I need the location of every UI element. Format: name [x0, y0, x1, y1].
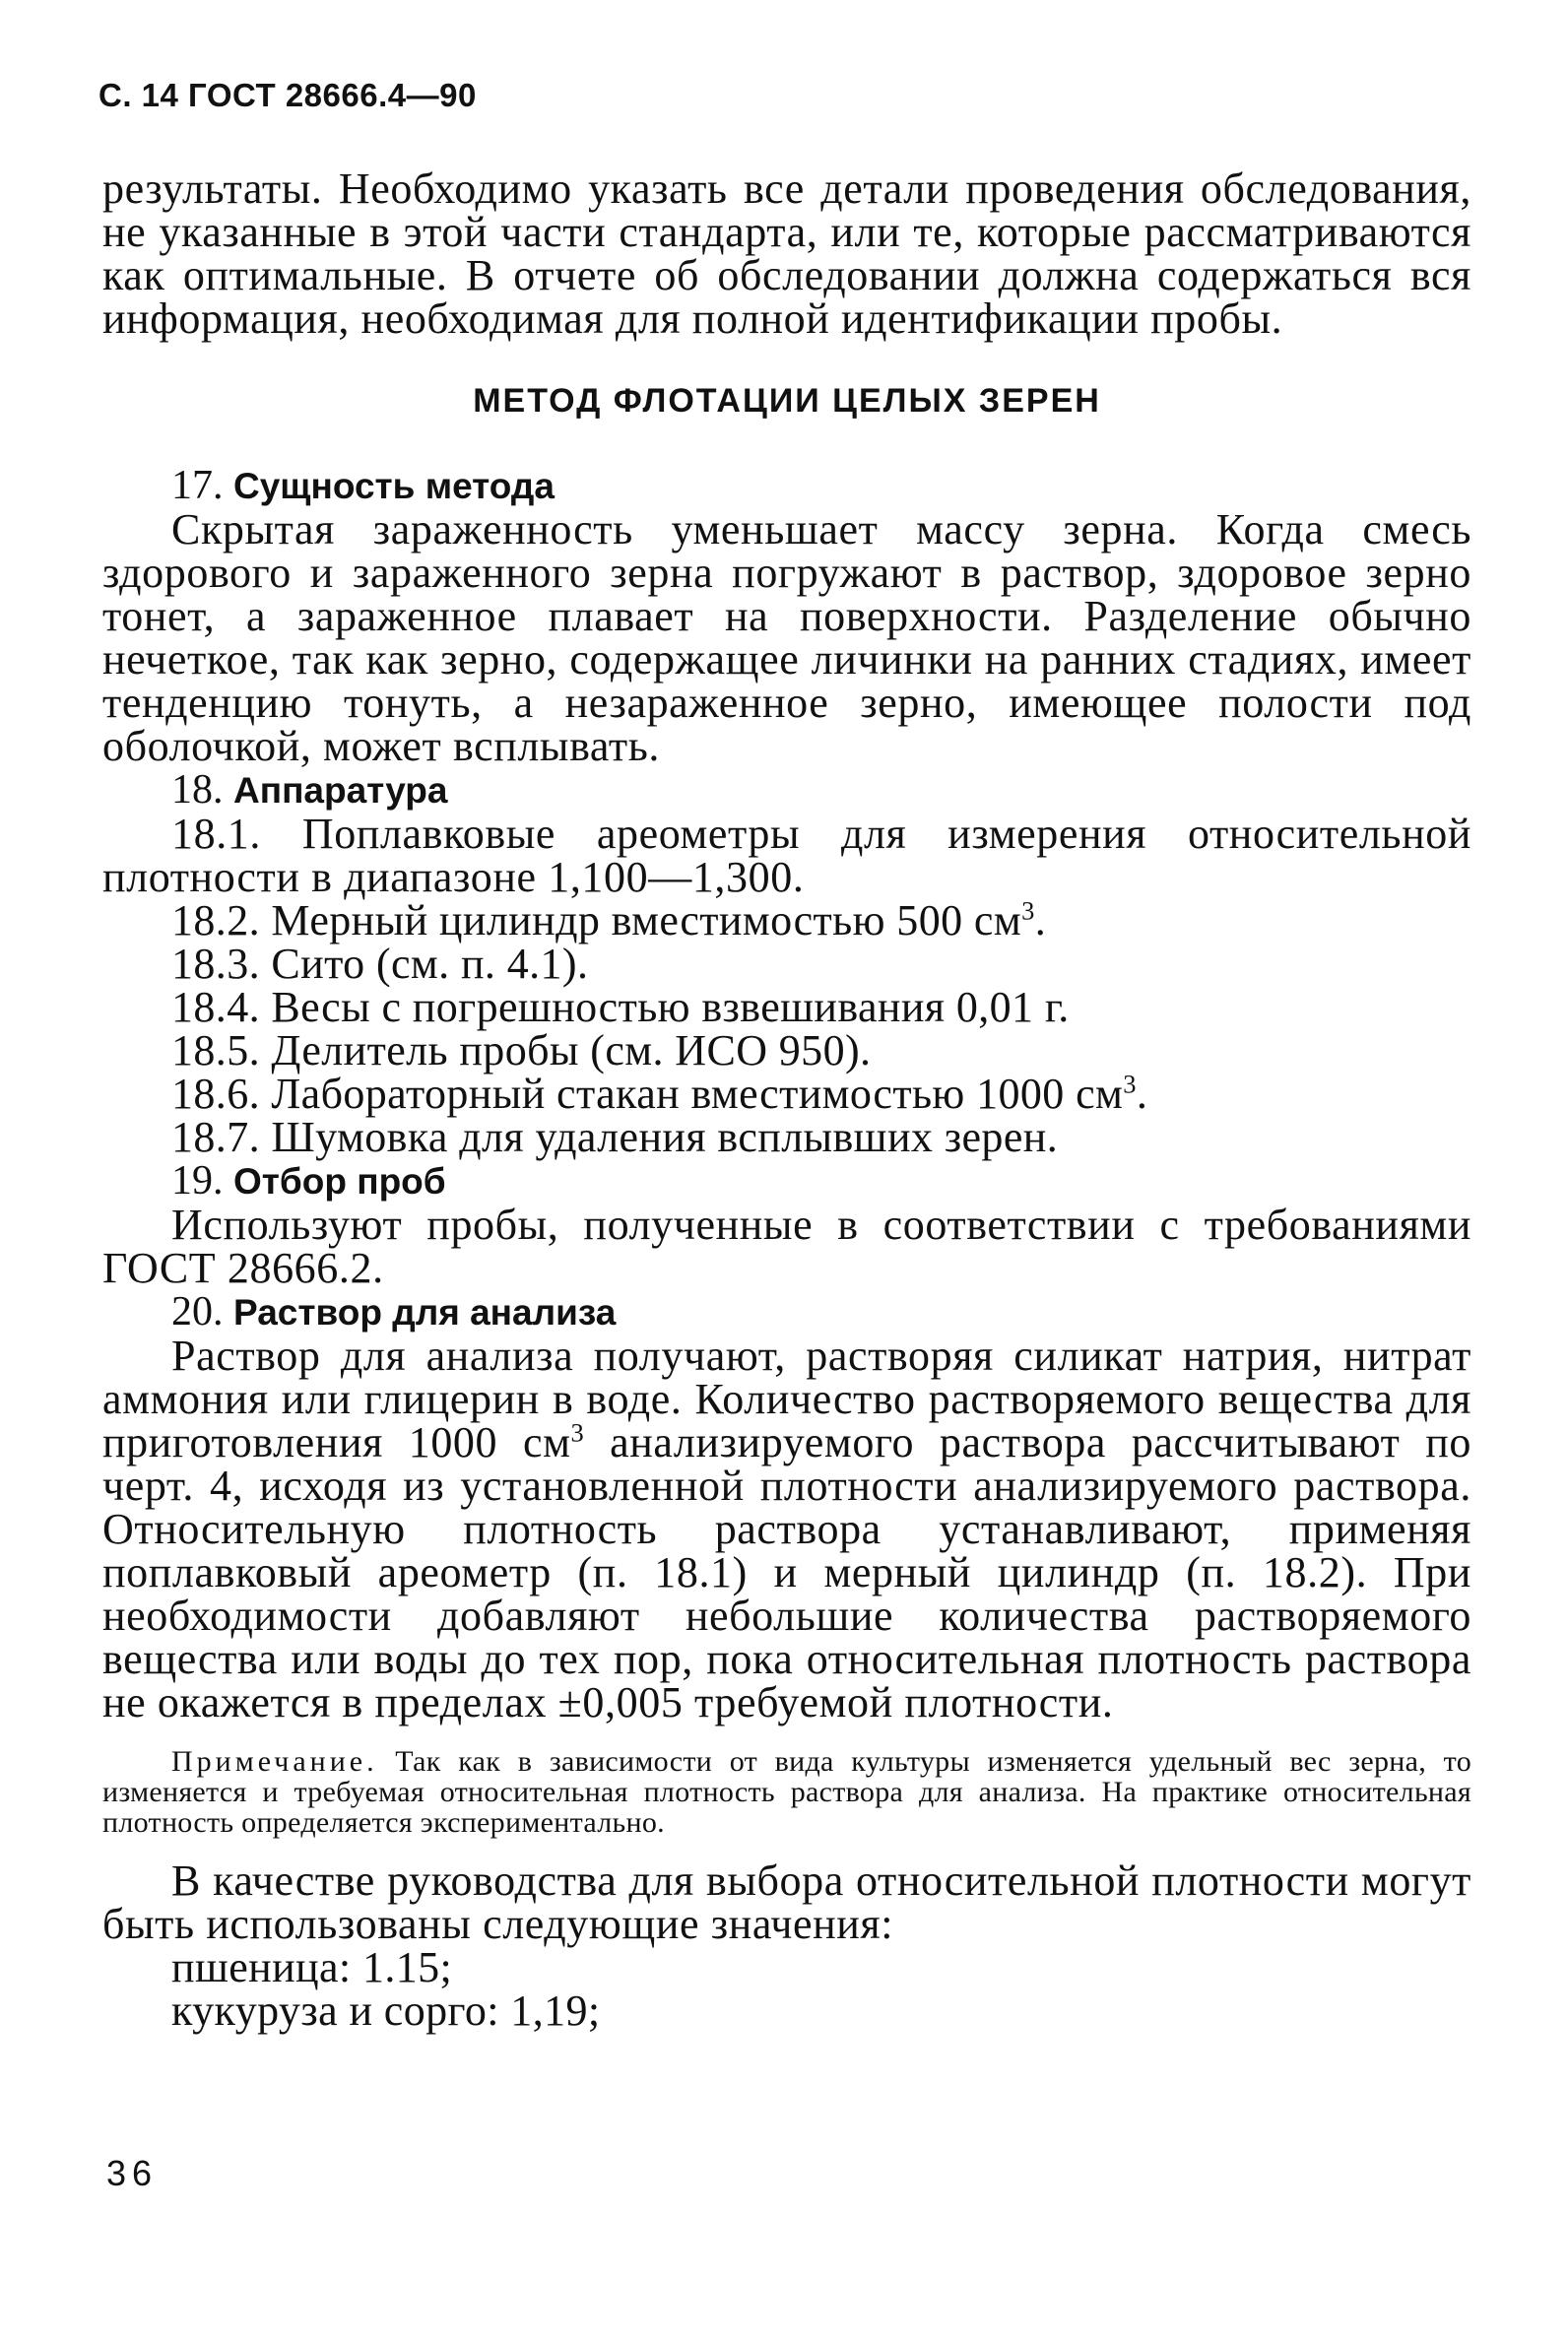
clause-20-text-a: Раствор для анализа получают, растворяя силикат натрия, нитрат аммония или глицерин в воде. Количество растворяемого вещества для приготовления 1000 см: [102, 1332, 1471, 1466]
clause-number: 19.: [171, 1158, 224, 1204]
note: [102, 1746, 1471, 1838]
item-18-3: 18.3. Сито (см. п. 4.1).: [171, 940, 589, 988]
item-18-6-text: 18.6. Лабораторный стакан вместимостью 1000 см: [171, 1070, 1124, 1118]
clause-title: Отбор проб: [233, 1161, 446, 1202]
clause-20-text-b: анализируемого раствора рассчитывают по черт. 4, исходя из установленной плотности анализируемого раствора. Относительную плотность раствора устанавливают, применяя поплавковый ареометр (п. 18.1) и мерный цилиндр (п. 18.2). При необходимости добавляют небольшие количества растворяемого вещества или воды до тех пор, пока относительная плотность раствора не окажется в пределах ±0,005 требуемой плотности.: [102, 1418, 1472, 1726]
item-18-6: [102, 1069, 1471, 1118]
clause-20-text: [102, 1334, 1471, 1725]
page-header: С. 14 ГОСТ 28666.4—90: [98, 77, 477, 113]
page-content: [102, 164, 1472, 2035]
item-18-1: 18.1. Поплавковые ареометры для измерения относительной плотности в диапазоне 1,100—1,300.: [102, 810, 1471, 901]
clause-17-heading: [102, 464, 1471, 508]
guidance-text: В качестве руководства для выбора относительной плотности могут быть использованы следующие значения:: [102, 1856, 1471, 1948]
superscript: 3: [1021, 895, 1035, 926]
page-number: 36: [106, 2153, 159, 2193]
note-label: Примечание.: [171, 1745, 378, 1778]
clause-18-heading: [102, 768, 1471, 813]
item-18-5: 18.5. Делитель пробы (см. ИСО 950).: [171, 1026, 872, 1074]
item-18-7: 18.7. Шумовка для удаления всплывших зерен.: [171, 1113, 1059, 1161]
clause-20-heading: [102, 1290, 1471, 1334]
item-18-4: 18.4. Весы с погрешностью взвешивания 0,01 г.: [171, 983, 1070, 1031]
intro-paragraph: результаты. Необходимо указать все детали проведения обследования, не указанные в этой части стандарта, или те, которые рассматриваются как оптимальные. В отчете об обследовании должна содержаться вся информация, необходимая для полной идентификации пробы.: [102, 164, 1471, 343]
clause-19-heading: [102, 1159, 1471, 1204]
period: .: [1034, 896, 1047, 944]
guidance-wheat: пшеница: 1.15;: [171, 1943, 453, 1991]
clause-17-text: Скрытая зараженность уменьшает массу зерна. Когда смесь здорового и зараженного зерна погружают в раствор, здоровое зерно тонет, а зараженное плавает на поверхности. Разделение обычно нечеткое, так как зерно, содержащее личинки на ранних стадиях, имеет тенденцию тонуть, а незараженное зерно, имеющее полости под оболочкой, может всплывать.: [102, 505, 1471, 770]
superscript: 3: [1123, 1069, 1137, 1099]
clause-title: Сущность метода: [233, 466, 555, 506]
clause-number: 18.: [171, 767, 224, 813]
clause-title: Аппаратура: [233, 770, 448, 811]
clause-number: 17.: [171, 463, 224, 508]
period: .: [1136, 1070, 1148, 1118]
clause-number: 20.: [171, 1289, 224, 1334]
item-18-2: [102, 895, 1471, 944]
clause-title: Раствор для анализа: [233, 1292, 617, 1333]
item-18-2-text: 18.2. Мерный цилиндр вместимостью 500 см: [171, 896, 1022, 944]
clause-19-text: Используют пробы, полученные в соответствии с требованиями ГОСТ 28666.2.: [102, 1201, 1471, 1292]
section-title: МЕТОД ФЛОТАЦИИ ЦЕЛЫХ ЗЕРЕН: [473, 382, 1101, 420]
note-text: Так как в зависимости от вида культуры изменяется удельный вес зерна, то изменяется и требуемая относительная плотность раствора для анализа. На практике относительная плотность определяется экспериментально.: [102, 1745, 1471, 1839]
superscript: 3: [570, 1417, 585, 1448]
guidance-corn: кукуруза и сорго: 1,19;: [171, 1986, 601, 2035]
